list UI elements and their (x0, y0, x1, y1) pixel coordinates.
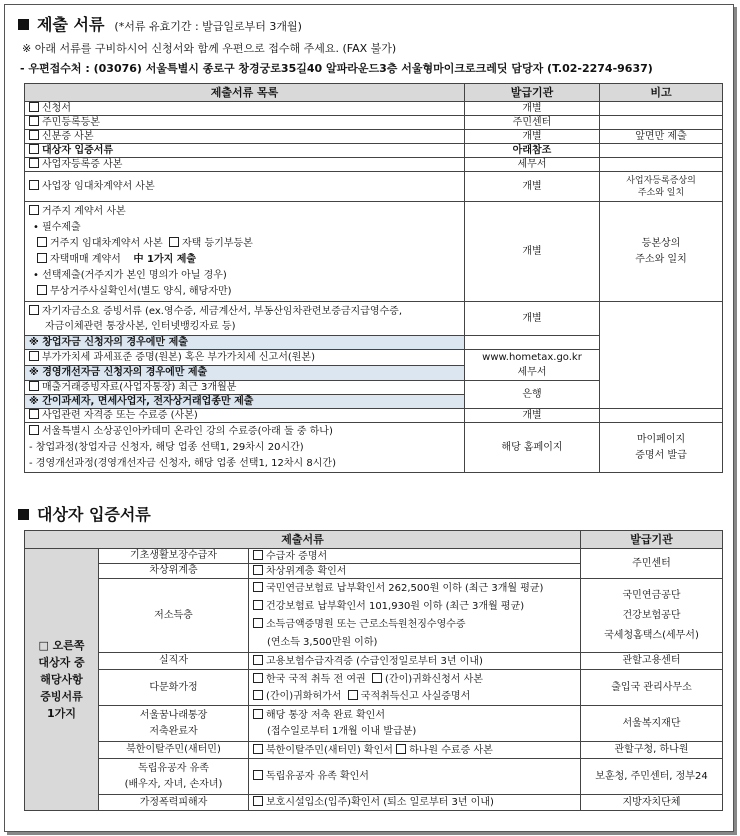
checkbox-icon (29, 102, 39, 112)
checkbox-icon (37, 253, 47, 263)
table-header-row: 제출서류 목록 발급기관 비고 (25, 84, 723, 102)
table-row: 저소득층 국민연금보험료 납부확인서 262,500원 이하 (최근 3개월 평균) 건강보험료 납부확인서 101,930원 이하 (최근 3개월 평균) 소득금액증명원 또는 근로소득원천징수영수증 (연소득 3,500만원 이하) 국민연금공단 건강보험공단 국세청홈택스(세무서) (25, 579, 723, 653)
checkbox-icon (253, 709, 263, 719)
table-row: 북한이탈주민(새터민) 북한이탈주민(새터민) 확인서 하나원 수료증 사본 관할구청, 하나원 (25, 742, 723, 759)
checkbox-icon (253, 744, 263, 754)
table-row-highlight: ※ 창업자금 신청자의 경우에만 제출 (25, 336, 723, 350)
table-row: 사업장 임대차계약서 사본 개별 사업자등록증상의 주소와 일치 (25, 172, 723, 202)
checkbox-icon (29, 180, 39, 190)
section2-title: 대상자 입증서류 (18, 502, 151, 525)
table-row: 서울특별시 소상공인아카데미 온라인 강의 수료증(아래 둘 중 하나) - 창업과정(창업자금 신청자, 해당 업종 선택1, 29차시 20시간) - 경영개선과정(경영개선자금 신청자, 해당 업종 선택1, 12차시 8시간) 해당 홈페이지 마이페이지 증명서 발급 (25, 423, 723, 473)
checkbox-icon (29, 351, 39, 361)
table-row: 실직자 고용보험수급자격증 (수급인정일로부터 3년 이내) 관할고용센터 (25, 653, 723, 670)
section1-title: 제출 서류 (*서류 유효기간 : 발급일로부터 3개월) (18, 12, 302, 35)
table-row: 매출거래증빙자료(사업자통장) 최근 3개월분 은행 (25, 381, 723, 395)
checkbox-icon (253, 565, 263, 575)
checkbox-icon (253, 550, 263, 560)
mail-address-line: - 우편접수처 : (03076) 서울특별시 종로구 창경궁로35길40 알파라운드3층 서울형마이크로크레딧 담당자 (T.02-2274-9637) (20, 62, 653, 75)
checkbox-icon (169, 237, 179, 247)
checkbox-icon (29, 158, 39, 168)
table-row: 거주지 계약서 사본 • 필수제출 거주지 임대차계약서 사본 자택 등기부등본 자택매매 계약서 中 1가지 제출 • 선택제출(거주지가 본인 명의가 아닐 경우) 무상거주사실확인서(별도 양식, 해당자만) 개별 등본상의 주소와 일치 (25, 202, 723, 302)
table-header-row: 제출서류 발급기관 (25, 531, 723, 549)
checkbox-icon (29, 116, 39, 126)
checkbox-icon (253, 770, 263, 780)
table-row: 가정폭력피해자 보호시설입소(입주)확인서 (퇴소 일로부터 3년 이내) 지방자치단체 (25, 795, 723, 811)
table-row: 신분증 사본 개별 앞면만 제출 (25, 130, 723, 144)
table-row-highlight: ※ 간이과세자, 면세사업자, 전자상거래업종만 제출 (25, 395, 723, 409)
table-row: 다문화가정 한국 국적 취득 전 여권 (간이)귀화신청서 사본 (간이)귀화허가서 국적취득신고 사실증명서 출입국 관리사무소 (25, 670, 723, 706)
checkbox-icon (253, 655, 263, 665)
table-row: 자기자금소요 증빙서류 (ex.영수증, 세금계산서, 부동산임차관련보증금지급영수증, 자금이체관련 통장사본, 인터넷뱅킹자료 등) 개별 (25, 302, 723, 336)
square-bullet-icon (18, 509, 29, 520)
checkbox-icon (253, 582, 263, 592)
table-row: 독립유공자 유족 (배우자, 자녀, 손자녀) 독립유공자 유족 확인서 보훈청, 주민센터, 정부24 (25, 759, 723, 795)
table-row: 사업자등록증 사본 세무서 (25, 158, 723, 172)
documents-table (24, 83, 723, 473)
left-label-cell: □ 오른쪽 대상자 중 해당사항 증빙서류 1가지 (25, 549, 99, 811)
table-row: 대상자 입증서류 아래참조 (25, 144, 723, 158)
checkbox-icon (253, 673, 263, 683)
checkbox-icon (29, 381, 39, 391)
checkbox-icon (253, 600, 263, 610)
table-row: □ 오른쪽 대상자 중 해당사항 증빙서류 1가지 기초생활보장수급자 수급자 증명서 주민센터 (25, 549, 723, 564)
table-row: 서울꿈나래통장 저축완료자 해당 통장 저축 완료 확인서 (접수일로부터 1개월 이내 발급분) 서울복지재단 (25, 706, 723, 742)
checkbox-icon (396, 744, 406, 754)
table-row: 주민등록등본 주민센터 (25, 116, 723, 130)
table-row: 신청서 개별 (25, 102, 723, 116)
checkbox-icon (372, 673, 382, 683)
table-row: 차상위계층 차상위계층 확인서 (25, 564, 723, 579)
checkbox-icon (253, 618, 263, 628)
checkbox-icon (29, 130, 39, 140)
instruction-text: ※ 아래 서류를 구비하시어 신청서와 함께 우편으로 접수해 주세요. (FAX 불가) (22, 42, 397, 55)
table-row: 부가가치세 과세표준 증명(원본) 혹은 부가가치세 신고서(원본) www.hometax.go.kr 세무서 (25, 350, 723, 366)
square-bullet-icon (18, 19, 29, 30)
table-row-highlight: ※ 경영개선자금 신청자의 경우에만 제출 (25, 365, 723, 381)
checkbox-icon (29, 409, 39, 419)
checkbox-icon (253, 690, 263, 700)
table-row: 사업관련 자격증 또는 수료증 (사본) 개별 (25, 409, 723, 423)
checkbox-icon (29, 305, 39, 315)
checkbox-icon (37, 285, 47, 295)
checkbox-icon (37, 237, 47, 247)
eligibility-table (24, 530, 723, 811)
checkbox-icon (29, 205, 39, 215)
checkbox-icon (348, 690, 358, 700)
checkbox-icon (29, 425, 39, 435)
checkbox-icon (29, 144, 39, 154)
checkbox-icon (253, 796, 263, 806)
validity-note: (*서류 유효기간 : 발급일로부터 3개월) (114, 20, 302, 33)
